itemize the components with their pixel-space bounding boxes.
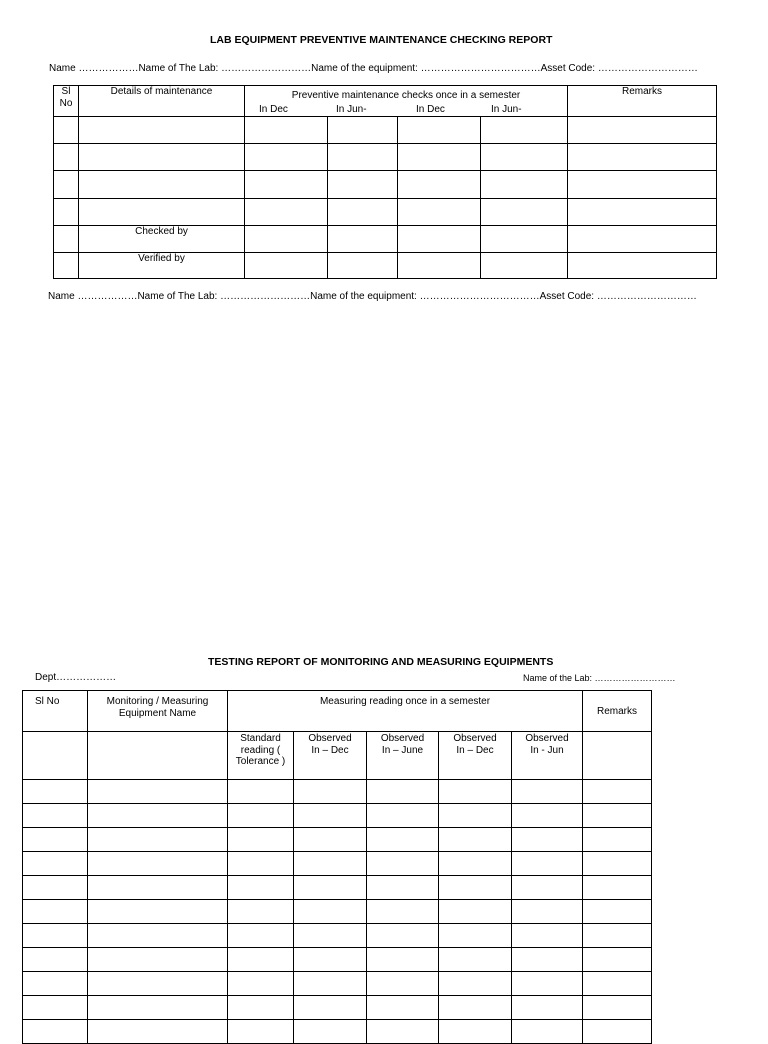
in-dec-header-2: In Dec [416, 104, 445, 115]
maintenance-header-row [54, 86, 717, 117]
observed-jun-header: Observed In - Jun [512, 732, 583, 780]
table-row [23, 900, 652, 924]
table-row [23, 804, 652, 828]
report1-title: LAB EQUIPMENT PREVENTIVE MAINTENANCE CHECKING REPORT [210, 34, 553, 46]
sl-no-header: Sl No [23, 691, 88, 732]
report1-info-line-top: Name ………………Name of The Lab: ………………………Name of the equipment: ………………………………Asset Code: ………………………… [49, 63, 698, 74]
table-row [23, 780, 652, 804]
maintenance-table [53, 85, 717, 279]
testing-header-row [23, 691, 652, 732]
table-row [23, 1020, 652, 1044]
table-row [23, 948, 652, 972]
table-row [23, 996, 652, 1020]
remarks-header: Remarks [583, 691, 652, 732]
equipment-name-header: Monitoring / Measuring Equipment Name [88, 691, 228, 732]
verified-by-label: Verified by [79, 253, 245, 279]
testing-subheader-row [23, 732, 652, 780]
table-row [54, 171, 717, 199]
in-dec-header-1: In Dec [259, 104, 288, 115]
sl-no-header: Sl No [54, 86, 79, 117]
observed-dec-header-1: Observed In – Dec [294, 732, 367, 780]
checks-header-label: Preventive maintenance checks once in a semester [291, 90, 521, 101]
table-row [23, 852, 652, 876]
checked-by-label: Checked by [79, 226, 245, 253]
dept-line: Dept……………… [35, 672, 117, 683]
table-row [54, 199, 717, 226]
table-row [23, 876, 652, 900]
in-jun-header-2: In Jun- [491, 104, 522, 115]
report2-title: TESTING REPORT OF MONITORING AND MEASURING EQUIPMENTS [208, 656, 554, 668]
remarks-header: Remarks [568, 86, 717, 117]
checks-header [245, 86, 568, 117]
testing-table [22, 690, 652, 1044]
lab-name-line: Name of the Lab: ……………………… [523, 673, 676, 683]
verified-by-row [54, 253, 717, 279]
table-row [23, 972, 652, 996]
checked-by-row [54, 226, 717, 253]
standard-reading-header: Standard reading ( Tolerance ) [228, 732, 294, 780]
report1-info-line-bottom: Name ………………Name of The Lab: ………………………Name of the equipment: ………………………………Asset Code: ………………………… [48, 291, 697, 302]
in-jun-header-1: In Jun- [336, 104, 367, 115]
table-row [54, 117, 717, 144]
observed-june-header: Observed In – June [367, 732, 439, 780]
table-row [23, 828, 652, 852]
table-row [23, 924, 652, 948]
table-row [54, 144, 717, 171]
observed-dec-header-2: Observed In – Dec [439, 732, 512, 780]
details-header: Details of maintenance [79, 86, 245, 117]
reading-header: Measuring reading once in a semester [228, 691, 583, 732]
